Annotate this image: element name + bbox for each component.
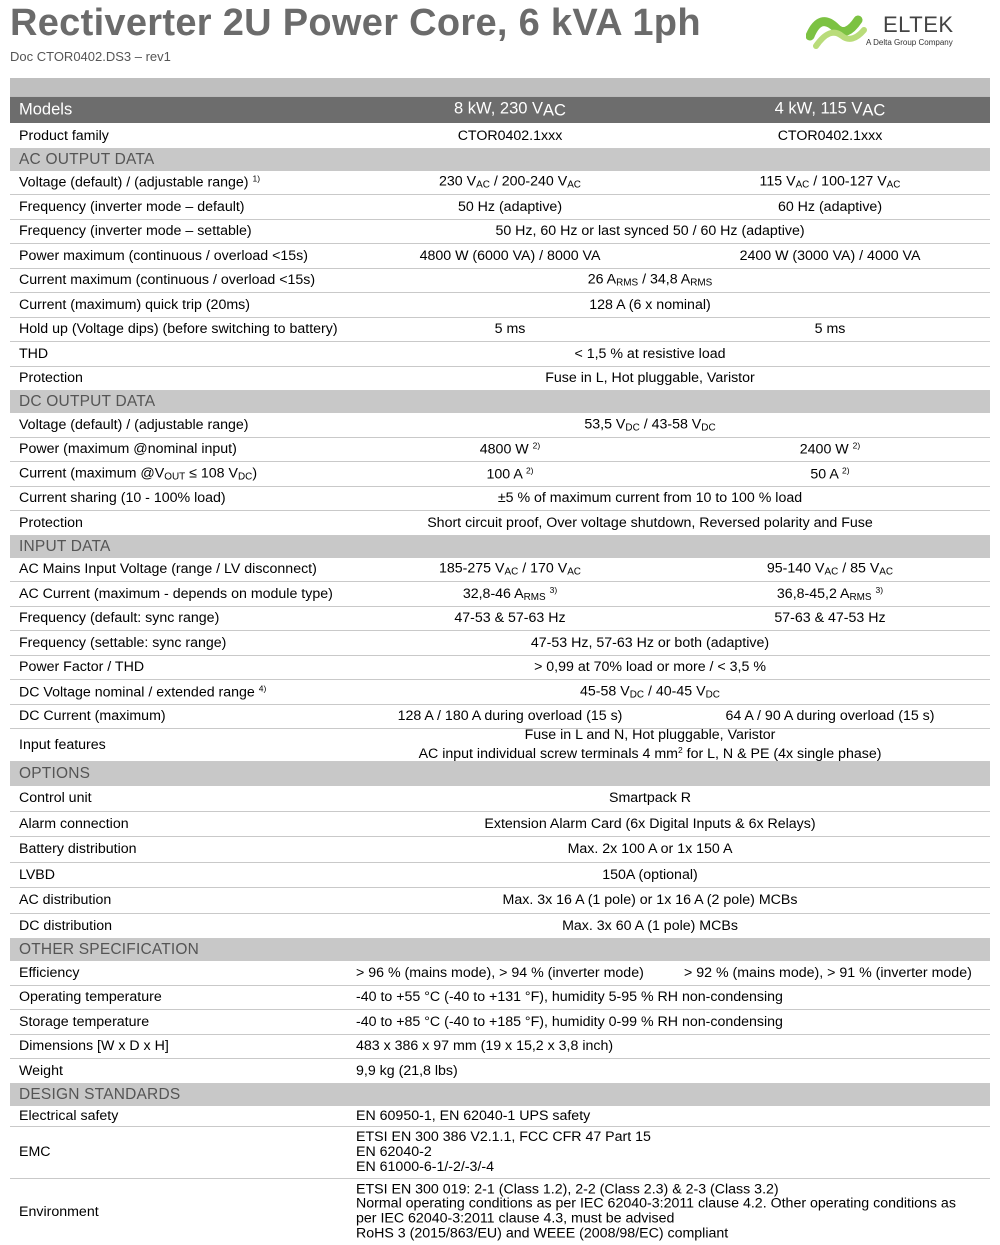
table-row: AC Mains Input Voltage (range / LV disconnect) 185-275 $V_{AC} / 170$ $V_{AC}$ 95-140 $V_{AC} / 85$ $V_{AC}$ — [10, 558, 990, 583]
table-row: Voltage (default) / (adjustable range) 53,5 $V_{DC} / 43-58$ $V_{DC}$ — [10, 413, 990, 438]
section-header-ac-output: AC OUTPUT DATA — [10, 149, 990, 171]
table-row: Storage temperature -40 to +85 °C (-40 to +185 °F), humidity 0-99 % RH non-condensing — [10, 1010, 990, 1035]
table-row: Current (maximum $@V_{OUT} \le 108$ $V_{DC}$) 100 A $^{2)}$ 50 A $^{2)}$ — [10, 462, 990, 487]
table-row: Power (maximum @nominal input) 4800 W $^{2)}$ 2400 W $^{2)}$ — [10, 438, 990, 463]
table-row: Protection Fuse in L, Hot pluggable, Varistor — [10, 367, 990, 392]
eltek-logo — [806, 6, 976, 52]
table-row: Environment ETSI EN 300 019: 2-1 (Class 1.2), 2-2 (Class 2.3) & 2-3 (Class 3.2) Normal operating conditions as per IEC 62040-3:2011 clause 4.2. Other operating conditions as per IEC 62040-3:2011 clause 4.3, must be advised RoHS 3 (2015/863/EU) and WEEE (2008/98/EC) compliant — [19, 1180, 956, 1242]
table-row: Current sharing (10 - 100% load) ±5 % of maximum current from 10 to 100 % load — [10, 487, 990, 512]
table-row: LVBD 150A (optional) — [10, 863, 990, 889]
table-row: Weight 9,9 kg (21,8 lbs) — [10, 1059, 990, 1084]
table-row: Power Factor / THD > 0,99 at 70% load or more / < 3,5 % — [10, 656, 990, 681]
table-row: Frequency (default: sync range) 47-53 & 57-63 Hz 57-63 & 47-53 Hz — [10, 607, 990, 632]
logo-brand-text: ELTEK — [883, 12, 954, 37]
models-label: Models — [19, 100, 73, 119]
table-row: Current maximum (continuous / overload <15s) 26 $A_{RMS} / 34,8$ $A_{RMS}$ — [10, 269, 990, 294]
table-row: AC distribution Max. 3x 16 A (1 pole) or 1x 16 A (2 pole) MCBs — [10, 888, 990, 914]
table-row: Frequency (inverter mode – settable) 50 Hz, 60 Hz or last synced 50 / 60 Hz (adaptive) — [10, 220, 990, 245]
spec-table — [10, 96, 990, 1245]
table-row: Voltage (default) / (adjustable range) $^{1)}$ 230 $V_{AC} / 200-240$ $V_{AC}$ 115 $V_{AC} / 100-127$ $V_{AC}$ — [10, 171, 990, 196]
section-header-dc-output: DC OUTPUT DATA — [10, 391, 990, 413]
table-row: Battery distribution Max. 2x 100 A or 1x 150 A — [10, 837, 990, 863]
models-header-row — [10, 97, 990, 124]
table-row: Efficiency > 96 % (mains mode), > 94 % (inverter mode) > 92 % (mains mode), > 91 % (inverter mode) — [10, 961, 990, 986]
top-band — [10, 78, 990, 96]
doc-reference: Doc CTOR0402.DS3 – rev1 — [10, 49, 171, 64]
table-row: Current (maximum) quick trip (20ms) 128 A (6 x nominal) — [10, 293, 990, 318]
table-row: Operating temperature -40 to +55 °C (-40 to +131 °F), humidity 5-95 % RH non-condensing — [10, 986, 990, 1011]
page-title: Rectiverter 2U Power Core, 6 kVA 1ph — [10, 2, 701, 44]
table-row: Electrical safety EN 60950-1, EN 62040-1 UPS safety — [10, 1106, 990, 1127]
table-row: Frequency (inverter mode – default) 50 Hz (adaptive) 60 Hz (adaptive) — [10, 195, 990, 220]
table-row: DC Voltage nominal / extended range $^{4)}$ 45-58 $V_{DC} / 40-45$ $V_{DC}$ — [10, 680, 990, 705]
table-row: DC Current (maximum) 128 A / 180 A during overload (15 s) 64 A / 90 A during overload (15 s) — [10, 705, 990, 730]
table-row: DC distribution Max. 3x 60 A (1 pole) MCBs — [10, 914, 990, 940]
section-header-options: OPTIONS — [10, 762, 990, 786]
table-row: THD < 1,5 % at resistive load — [10, 342, 990, 367]
table-row: Control unit Smartpack R — [10, 786, 990, 812]
section-header-standards: DESIGN STANDARDS — [10, 1084, 990, 1106]
table-row: Protection Short circuit proof, Over voltage shutdown, Reversed polarity and Fuse — [10, 511, 990, 536]
eltek-swirl-icon — [806, 6, 870, 52]
table-row: AC Current (maximum - depends on module type) 32,8-46 $A_{RMS}$ $^{3)}$ 36,8-45,2 $A_{RMS}$ $^{3)}$ — [10, 582, 990, 607]
table-row: Hold up (Voltage dips) (before switching to battery) 5 ms 5 ms — [10, 318, 990, 343]
table-row: Dimensions [W x D x H] 483 x 386 x 97 mm (19 x 15,2 x 3,8 inch) — [10, 1035, 990, 1060]
table-row: Input features Fuse in L and N, Hot pluggable, Varistor AC input individual screw terminals 4 $mm^2$ for L, N & PE (4x single phase) — [10, 729, 990, 762]
table-row: Frequency (settable: sync range) 47-53 Hz, 57-63 Hz or both (adaptive) — [10, 631, 990, 656]
logo-subtitle: A Delta Group Company — [866, 38, 953, 47]
table-row: Alarm connection Extension Alarm Card (6x Digital Inputs & 6x Relays) — [10, 812, 990, 838]
table-row: EMC ETSI EN 300 386 V2.1.1, FCC CFR 47 Part 15 EN 62040-2 EN 61000-6-1/-2/-3/-4 — [10, 1127, 990, 1179]
section-header-other: OTHER SPECIFICATION — [10, 939, 990, 961]
table-row: Power maximum (continuous / overload <15s) 4800 W (6000 VA) / 8000 VA 2400 W (3000 VA) / 4000 VA — [10, 244, 990, 269]
model-1-heading: 8 kW, 230 VAC — [454, 99, 566, 120]
section-header-input: INPUT DATA — [10, 536, 990, 558]
table-row: Product family CTOR0402.1xxx CTOR0402.1xxx — [10, 124, 990, 149]
model-2-heading: 4 kW, 115 VAC — [774, 99, 886, 120]
